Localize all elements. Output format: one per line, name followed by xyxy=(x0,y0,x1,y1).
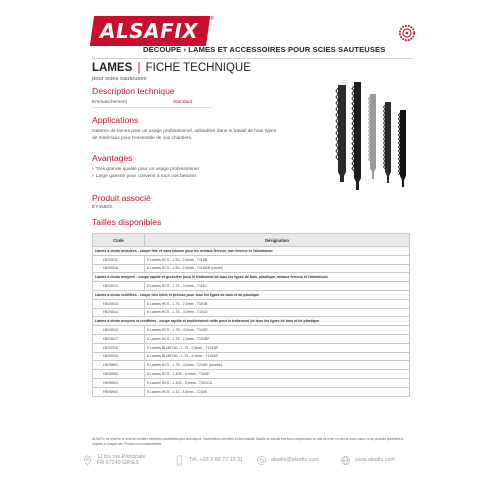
group-title: Lames à dents avoyées - coupe rapide et grossière pour le traitement de tous les types de bois, plastique, métaux ferreux et l'aluminium xyxy=(93,273,410,282)
at-sign-icon xyxy=(256,455,267,466)
product-code: HE24013 xyxy=(93,299,145,308)
title-sub: FICHE TECHNIQUE xyxy=(145,62,251,74)
phone-number[interactable]: Tél. +33 3 88 72 19 31 xyxy=(189,457,244,463)
address-line-1: 11 bis rue Principale xyxy=(97,453,146,460)
group-title: Lames à dents ondulées - coupe fine et sans bavure pour les métaux ferreux, non ferreux et l'aluminium xyxy=(93,247,410,256)
page-subtitle: pour scies sauteuses xyxy=(92,76,147,82)
product-code: HE24014 xyxy=(93,308,145,317)
website-url[interactable]: www.alsafix.com xyxy=(355,457,395,463)
table-row xyxy=(93,264,410,273)
associated-heading: Produit associé xyxy=(92,193,151,203)
description-heading: Description technique xyxy=(92,86,175,96)
product-designation: 5 Lames HCS - L.75 - 4,0mm - T101D xyxy=(145,308,410,317)
column-header-code: Code xyxy=(93,234,145,247)
phone-icon xyxy=(174,455,185,466)
product-designation: 5 Lames BI-METAL - L.75 - 2,5mm - T101BF xyxy=(145,343,410,352)
table-row xyxy=(93,299,410,308)
advantages-list xyxy=(92,166,199,180)
product-code: HE05902 xyxy=(93,370,145,379)
table-row xyxy=(93,378,410,387)
product-code: HE24017 xyxy=(93,334,145,343)
product-designation: 5 Lames HCS - L.75 - 2,5mm - T101B xyxy=(145,299,410,308)
registered-mark: ® xyxy=(210,16,214,22)
title-main: LAMES xyxy=(92,62,133,74)
blade-3 xyxy=(369,94,377,179)
address-line-2: FR 67240 GRIES xyxy=(97,460,139,466)
table-row xyxy=(93,387,410,396)
saw-blade-icon xyxy=(398,24,416,42)
blade-1 xyxy=(336,85,346,182)
product-code: HE24015 xyxy=(93,326,145,335)
product-designation: 5 Lames HCS - L.75 - 2,5mm - T101BF xyxy=(145,334,410,343)
breadcrumb: DÉCOUPE › LAMES ET ACCESSOIRES POUR SCIES SAUTEUSES xyxy=(143,45,386,54)
product-code: HE24018 xyxy=(93,343,145,352)
logo-wordmark: ALSAFIX xyxy=(90,16,210,46)
product-designation: 5 Lames BI-METAL - L.75 - 4,0mm - T144DF xyxy=(145,352,410,361)
page-title xyxy=(92,62,251,74)
location-pin-icon xyxy=(82,455,93,466)
blade-5 xyxy=(399,110,407,187)
alsafix-logo xyxy=(92,16,214,46)
advantages-heading: Avantages xyxy=(92,153,133,163)
table-row xyxy=(93,352,410,361)
disclaimer: ALSAFIX se réserve le droit de modifier certaines caractéristiques techniques. Informations données à titre indicatif. Alsafix ne saurait être tenu responsable en cas de mise en œuvre sans valeur ni de produits prédéfinis à propres à chaque cas. Photos non contractuelles. xyxy=(92,437,404,446)
chevron-right-icon: › xyxy=(92,167,94,172)
description-underline xyxy=(92,107,212,108)
product-designation: 5 Lames HCS - L.75 - 4,0mm - T244D (courbe) xyxy=(145,361,410,370)
sizes-heading: Tailles disponibles xyxy=(92,217,162,227)
jigsaw-blades-image xyxy=(330,80,420,200)
title-separator: | xyxy=(137,62,141,74)
table-row xyxy=(93,361,410,370)
table-row xyxy=(93,370,410,379)
product-designation: 5 Lames HCS - L.50 - 2,8mm - T118B xyxy=(145,255,410,264)
product-designation: 5 Lames HCS - L.105 - 4,0mm - T344D xyxy=(145,370,410,379)
product-code: HE05904 xyxy=(93,387,145,396)
table-row xyxy=(93,308,410,317)
product-code: HE05903 xyxy=(93,378,145,387)
product-code: HE25801 xyxy=(93,361,145,370)
sizes-table-body xyxy=(93,247,410,397)
email-address[interactable]: alsafix@alsafix.com xyxy=(271,457,319,463)
footer-address xyxy=(82,454,174,467)
table-group-row xyxy=(93,247,410,256)
footer xyxy=(82,444,422,476)
product-code: HE24012 xyxy=(93,282,145,291)
product-code: HE24011 xyxy=(93,255,145,264)
table-group-row xyxy=(93,273,410,282)
advantage-item: › Large gamme pour convenir à tous vos besoins xyxy=(92,174,197,179)
group-title: Lames à dents rectifiées - coupe très nette et précise pour tous les types de bois et de plastique xyxy=(93,290,410,299)
table-row xyxy=(93,334,410,343)
product-code: HE24019 xyxy=(93,352,145,361)
associated-code: EY4550X xyxy=(92,205,113,210)
description-value: Standard xyxy=(173,100,193,105)
advantage-item: › Très grande qualité pour un usage professionnel xyxy=(92,167,199,172)
footer-phone[interactable] xyxy=(174,455,256,466)
footer-website[interactable] xyxy=(340,455,420,466)
table-row xyxy=(93,326,410,335)
applications-text: Gamme de lames pour un usage professionnel, utilisables dans le travail de tous types de matériaux pour l'ensemble de vos chantiers. xyxy=(92,129,277,141)
chevron-right-icon: › xyxy=(92,174,94,179)
blade-4 xyxy=(384,102,392,183)
table-row xyxy=(93,343,410,352)
group-title: Lames à dents avoyées et rectifiées - coupe rapide et moderément nette pour le traitement de tous les types de bois et de plastique xyxy=(93,317,410,326)
product-designation: 5 Lames HCS - L.75 - 3,0mm - T111C xyxy=(145,282,410,291)
applications-heading: Applications xyxy=(92,115,139,125)
table-row xyxy=(93,255,410,264)
table-header-row xyxy=(93,234,410,247)
column-header-designation: Désignation xyxy=(145,234,410,247)
footer-email[interactable] xyxy=(256,455,340,466)
table-row xyxy=(93,282,410,291)
product-designation: 5 Lames HCS - L.105 - 3,0mm - T301CD xyxy=(145,378,410,387)
product-code: HE24016 xyxy=(93,264,145,273)
blade-2 xyxy=(352,82,361,190)
product-designation: 5 Lames HCS - L.75 - 4,0mm - T144D xyxy=(145,326,410,335)
product-designation: 5 Lames HCS - L.11 - 4,6mm - T234X xyxy=(145,387,410,396)
globe-icon xyxy=(340,455,351,466)
header-divider xyxy=(92,58,413,59)
table-group-row xyxy=(93,290,410,299)
product-designation: 5 Lames HCS - L.50 - 2,8mm - T118GB (courte) xyxy=(145,264,410,273)
table-group-row xyxy=(93,317,410,326)
description-label: Emmanchement xyxy=(92,100,127,105)
sizes-table xyxy=(92,233,410,397)
